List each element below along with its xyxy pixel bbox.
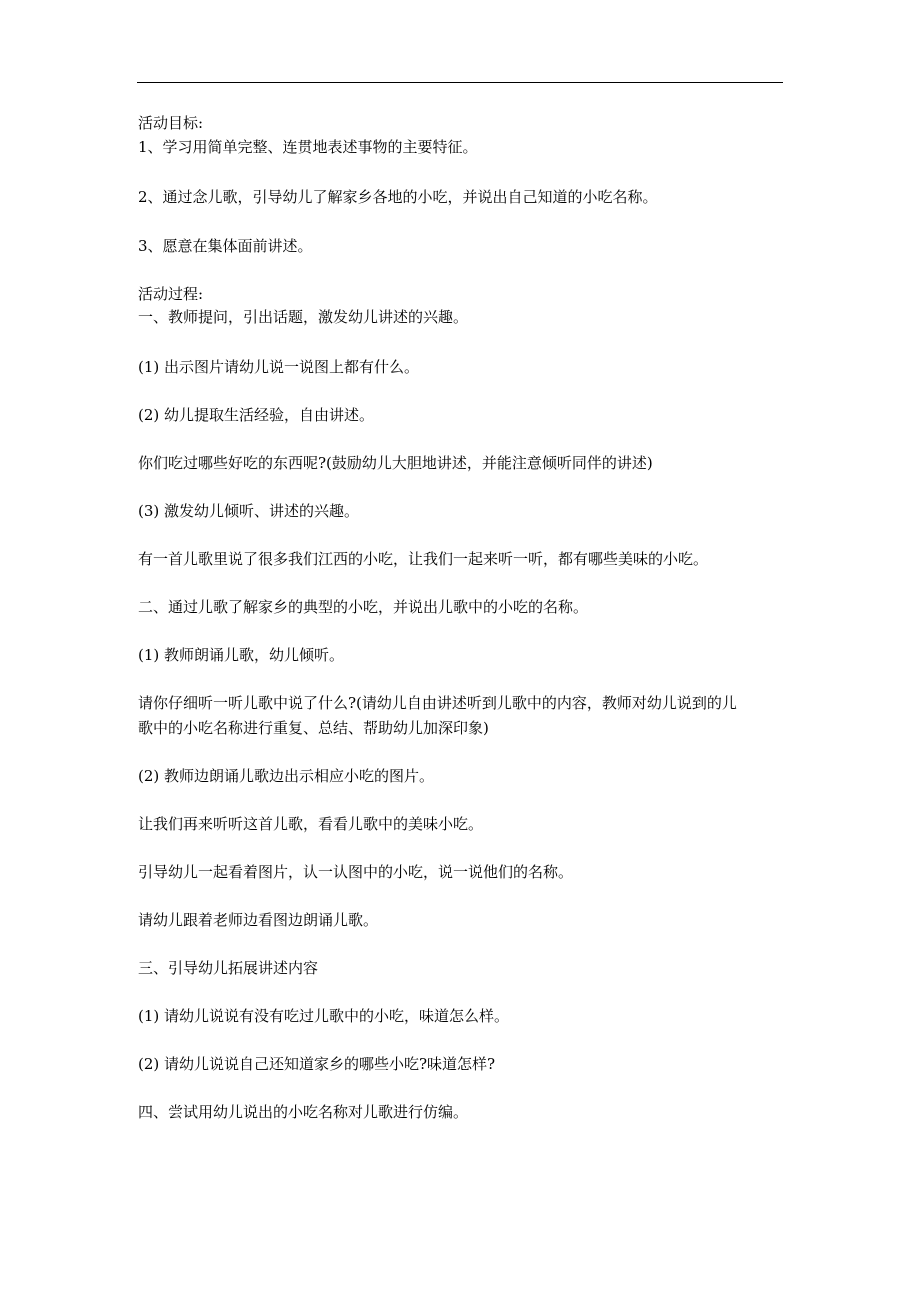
step-3-heading: 三、引导幼儿拓展讲述内容 xyxy=(138,959,319,977)
step-3-item-1: (1) 请幼儿说说有没有吃过儿歌中的小吃，味道怎么样。 xyxy=(138,1007,510,1025)
step-1-item-3: (3) 激发幼儿倾听、讲述的兴趣。 xyxy=(138,502,360,520)
step-1-item-1: (1) 出示图片请幼儿说一说图上都有什么。 xyxy=(138,358,420,376)
step-1-heading: 一、教师提问，引出话题，激发幼儿讲述的兴趣。 xyxy=(138,308,469,326)
step-2-look: 引导幼儿一起看着图片，认一认图中的小吃，说一说他们的名称。 xyxy=(138,863,574,881)
step-2-recite: 请幼儿跟着老师边看图边朗诵儿歌。 xyxy=(138,911,379,929)
goal-item-2: 2、通过念儿歌，引导幼儿了解家乡各地的小吃，并说出自己知道的小吃名称。 xyxy=(138,188,658,206)
step-2-listen: 让我们再来听听这首儿歌，看看儿歌中的美味小吃。 xyxy=(138,815,484,833)
step-2-item-1: (1) 教师朗诵儿歌，幼儿倾听。 xyxy=(138,646,345,664)
step-1-question: 你们吃过哪些好吃的东西呢?(鼓励幼儿大胆地讲述，并能注意倾听同伴的讲述) xyxy=(138,454,653,472)
step-1-item-2: (2) 幼儿提取生活经验，自由讲述。 xyxy=(138,406,375,424)
step-4-heading: 四、尝试用幼儿说出的小吃名称对儿歌进行仿编。 xyxy=(138,1103,469,1121)
step-2-question-line-1: 请你仔细听一听儿歌中说了什么?(请幼儿自由讲述听到儿歌中的内容，教师对幼儿说到的儿 xyxy=(138,694,737,712)
header-rule xyxy=(137,82,783,83)
step-2-item-2: (2) 教师边朗诵儿歌边出示相应小吃的图片。 xyxy=(138,767,435,785)
section-heading-goals: 活动目标: xyxy=(138,114,204,132)
step-2-question-line-2: 歌中的小吃名称进行重复、总结、帮助幼儿加深印象) xyxy=(138,719,489,737)
step-3-item-2: (2) 请幼儿说说自己还知道家乡的哪些小吃?味道怎样? xyxy=(138,1055,496,1073)
step-2-heading: 二、通过儿歌了解家乡的典型的小吃，并说出儿歌中的小吃的名称。 xyxy=(138,598,589,616)
goal-item-3: 3、愿意在集体面前讲述。 xyxy=(138,237,313,255)
step-1-intro: 有一首儿歌里说了很多我们江西的小吃，让我们一起来听一听，都有哪些美味的小吃。 xyxy=(138,550,709,568)
goal-item-1: 1、学习用简单完整、连贯地表述事物的主要特征。 xyxy=(138,138,478,156)
section-heading-process: 活动过程: xyxy=(138,285,204,303)
